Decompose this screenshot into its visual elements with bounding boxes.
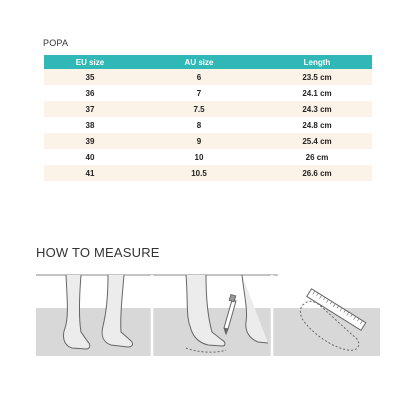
length-cell: 26.6 cm xyxy=(262,165,372,181)
eu-size-cell: 40 xyxy=(44,149,136,165)
table-row xyxy=(44,165,372,181)
eu-size-cell: 35 xyxy=(44,69,136,85)
au-size-cell: 8 xyxy=(136,117,262,133)
table-row xyxy=(44,69,372,85)
au-size-cell: 7 xyxy=(136,85,262,101)
length-cell: 26 cm xyxy=(262,149,372,165)
table-row xyxy=(44,85,372,101)
au-size-cell: 7.5 xyxy=(136,101,262,117)
how-to-measure-title: HOW TO MEASURE xyxy=(36,245,160,260)
eu-size-cell: 36 xyxy=(44,85,136,101)
table-row xyxy=(44,117,372,133)
how-to-measure-illustration xyxy=(36,270,380,362)
length-cell: 23.5 cm xyxy=(262,69,372,85)
eu-size-cell: 37 xyxy=(44,101,136,117)
table-row xyxy=(44,101,372,117)
au-size-cell: 10.5 xyxy=(136,165,262,181)
au-size-cell: 10 xyxy=(136,149,262,165)
eu-size-cell: 38 xyxy=(44,117,136,133)
eu-size-cell: 39 xyxy=(44,133,136,149)
length-cell: 24.8 cm xyxy=(262,117,372,133)
length-cell: 24.1 cm xyxy=(262,85,372,101)
size-chart-table xyxy=(44,55,372,181)
table-row xyxy=(44,133,372,149)
au-size-cell: 6 xyxy=(136,69,262,85)
length-cell: 25.4 cm xyxy=(262,133,372,149)
length-cell: 24.3 cm xyxy=(262,101,372,117)
brand-name: POPA xyxy=(43,38,69,48)
table-row xyxy=(44,149,372,165)
table-header-row xyxy=(44,55,372,69)
header-au-size: AU size xyxy=(136,55,262,69)
eu-size-cell: 41 xyxy=(44,165,136,181)
au-size-cell: 9 xyxy=(136,133,262,149)
header-length: Length xyxy=(262,55,372,69)
header-eu-size: EU size xyxy=(44,55,136,69)
